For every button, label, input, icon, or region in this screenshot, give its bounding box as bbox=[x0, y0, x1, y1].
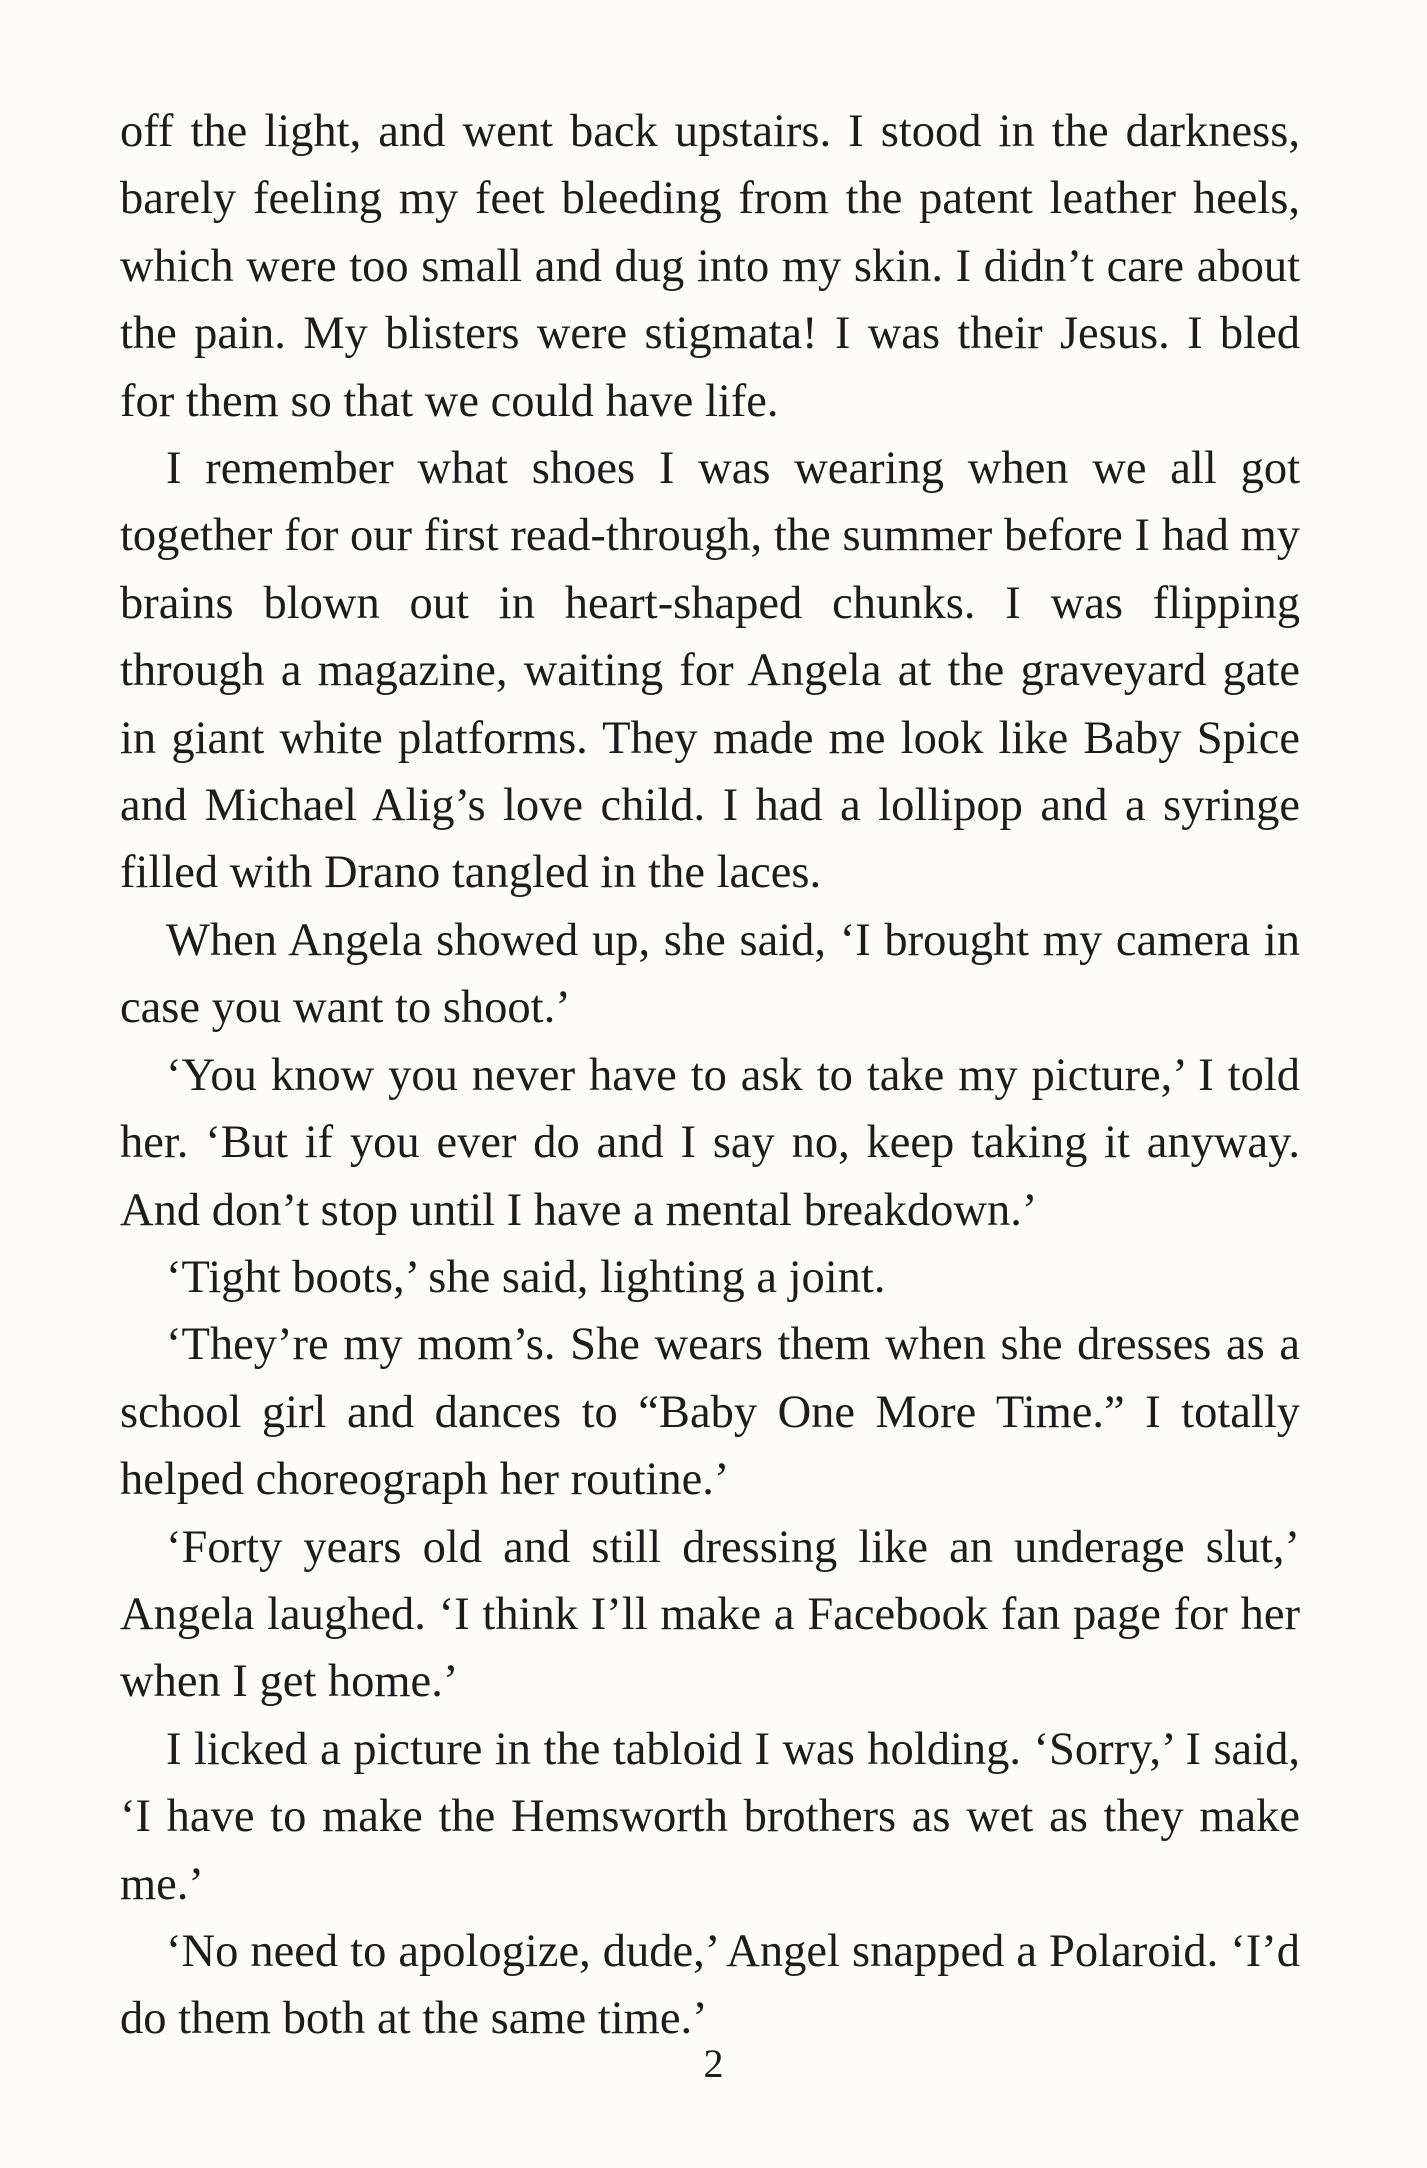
paragraph-continued: off the light, and went back upstairs. I stood in the darkness, barely feeling my feet bleeding from the patent leather heels, which were too small and dug into my skin. I didn’t care about the pain. My blisters were stigmata! I was their Jesus. I bled for them so that we could have life. bbox=[120, 106, 1300, 427]
paragraph: ‘They’re my mom’s. She wears them when she dresses as a school girl and dances to “Baby One More Time.” I totally helped choreograph her routine.’ bbox=[120, 1319, 1300, 1506]
paragraph: ‘Tight boots,’ she said, lighting a joint. bbox=[166, 1251, 886, 1303]
paragraph: ‘Forty years old and still dressing like an underage slut,’ Angela laughed. ‘I think I’ll make a Facebook fan page for her when I get home.’ bbox=[120, 1521, 1300, 1708]
body-text bbox=[120, 98, 1300, 2053]
paragraph: ‘You know you never have to ask to take my picture,’ I told her. ‘But if you ever do and I say no, keep taking it anyway. And don’t stop until I have a mental breakdown.’ bbox=[120, 1049, 1300, 1236]
paragraph: When Angela showed up, she said, ‘I brought my camera in case you want to shoot.’ bbox=[120, 914, 1300, 1034]
paragraph: I remember what shoes I was wearing when we all got together for our first read-through, the summer before I had my brains blown out in heart-shaped chunks. I was flipping through a magazine, waiting for Angela at the graveyard gate in giant white platforms. They made me look like Baby Spice and Michael Alig’s love child. I had a lollipop and a syringe filled with Drano tangled in the laces. bbox=[120, 443, 1300, 899]
paragraph: I licked a picture in the tabloid I was holding. ‘Sorry,’ I said, ‘I have to make the Hemsworth brothers as wet as they make me.’ bbox=[120, 1723, 1300, 1910]
paragraph: ‘No need to apologize, dude,’ Angel snapped a Polaroid. ‘I’d do them both at the same time.’ bbox=[120, 1925, 1300, 2045]
page-number: 2 bbox=[703, 2041, 724, 2086]
